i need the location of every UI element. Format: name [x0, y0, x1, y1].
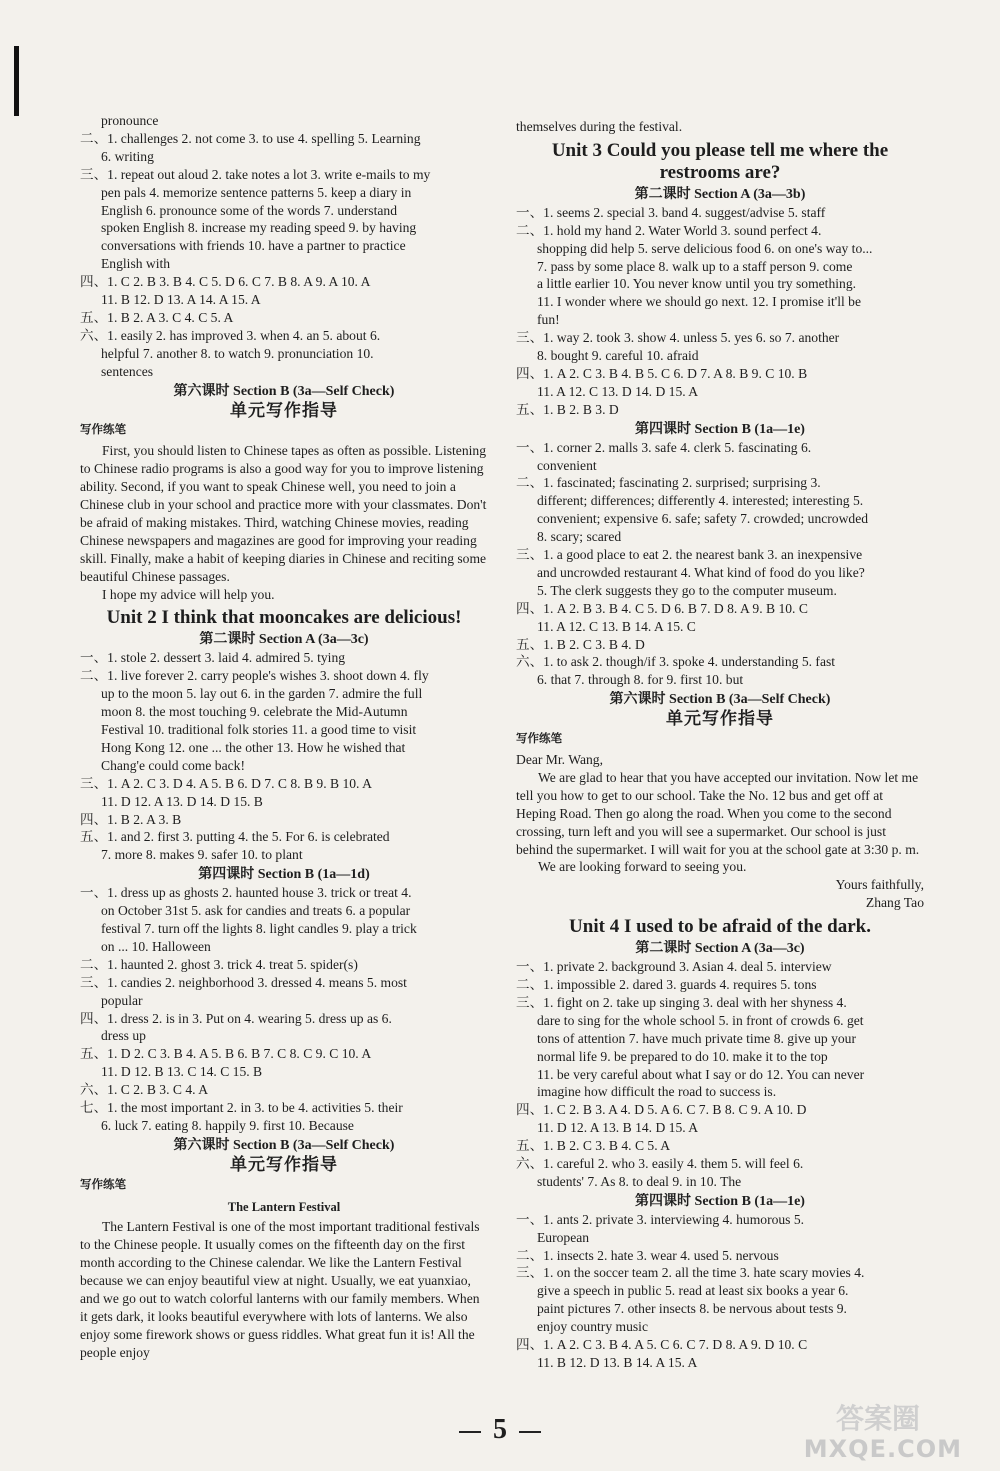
- margin-rule: [14, 46, 19, 116]
- answer-line: 三、1. repeat out aloud 2. take notes a lot 3. write e-mails to my: [80, 166, 431, 182]
- lesson-heading: 第六课时 Section B (3a—Self Check): [609, 692, 831, 708]
- answer-line: 五、1. and 2. first 3. putting 4. the 5. For 6. is celebrated: [80, 829, 390, 845]
- answer-line-cont: up to the moon 5. lay out 6. in the garden 7. admire the full: [101, 686, 423, 702]
- answer-line-cont: conversations with friends 10. have a partner to practice: [101, 238, 406, 254]
- answer-line-cont: 11. D 12. A 13. D 14. D 15. B: [101, 793, 263, 809]
- answer-line-cont: 11. A 12. C 13. B 14. A 15. C: [537, 618, 696, 634]
- essay-paragraph: We are glad to hear that you have accepted our invitation. Now let me tell you how to get to our school. Take the No. 12 bus and get off at Heping Road. Then go along the road. When you come to the second crossing, turn left and you will see a supermarket. Our school is just behind the supermarket. I will wait for you at the school gate at 3:30 p. m.: [516, 769, 920, 857]
- answer-line: 四、1. C 2. B 3. A 4. D 5. A 6. C 7. B 8. C 9. A 10. D: [516, 1102, 807, 1118]
- answer-line: 四、1. C 2. B 3. B 4. C 5. D 6. C 7. B 8. A 9. A 10. A: [80, 274, 371, 290]
- letter-signoff: Yours faithfully,: [835, 877, 924, 893]
- answer-line-cont: moon 8. the most touching 9. celebrate the Mid-Autumn: [101, 704, 408, 720]
- answer-line-cont: 6. luck 7. eating 8. happily 9. first 10. Because: [101, 1117, 354, 1133]
- answer-line-cont: English with: [101, 256, 171, 272]
- lesson-heading: 第四课时 Section B (1a—1e): [635, 1193, 805, 1209]
- answer-line: 一、1. seems 2. special 3. band 4. suggest/advise 5. staff: [516, 204, 826, 220]
- writing-guide-heading: 单元写作指导: [230, 1154, 338, 1174]
- answer-line: 三、1. A 2. C 3. D 4. A 5. B 6. D 7. C 8. B 9. B 10. A: [80, 775, 372, 791]
- essay-paragraph: I hope my advice will help you.: [102, 586, 275, 602]
- lesson-heading: 第二课时 Section A (3a—3b): [634, 186, 806, 202]
- answer-line: 一、1. stole 2. dessert 3. laid 4. admired 5. tying: [80, 650, 346, 666]
- answer-line: 六、1. careful 2. who 3. easily 4. them 5. will feel 6.: [516, 1156, 804, 1172]
- answer-line: 七、1. the most important 2. in 3. to be 4. activities 5. their: [80, 1100, 403, 1116]
- answer-line: 三、1. candies 2. neighborhood 3. dressed 4. means 5. most: [80, 974, 407, 990]
- answer-line: 五、1. D 2. C 3. B 4. A 5. B 6. B 7. C 8. C 9. C 10. A: [80, 1046, 372, 1062]
- lesson-heading: 第六课时 Section B (3a—Self Check): [173, 1137, 395, 1153]
- letter-signoff: Zhang Tao: [865, 895, 924, 911]
- answer-line-cont: enjoy country music: [537, 1319, 648, 1335]
- answer-line-cont: spoken English 8. increase my reading speed 9. by having: [101, 220, 417, 236]
- dash-right: [519, 1431, 541, 1433]
- page-number-value: 5: [493, 1414, 507, 1445]
- answer-line-cont: Chang'e could come back!: [101, 757, 245, 773]
- answer-line: 五、1. B 2. B 3. D: [516, 401, 619, 417]
- lesson-heading: 第二课时 Section A (3a—3c): [635, 941, 805, 957]
- answer-line: Dear Mr. Wang,: [516, 752, 603, 767]
- unit-title: Unit 3 Could you please tell me where the restrooms are?: [551, 139, 889, 183]
- answer-line-cont: 11. D 12. A 13. B 14. D 15. A: [537, 1120, 699, 1136]
- answer-line-cont: on October 31st 5. ask for candies and treats 6. a popular: [101, 903, 411, 919]
- answer-line: 二、1. insects 2. hate 3. wear 4. used 5. nervous: [516, 1247, 779, 1263]
- writing-guide-heading: 单元写作指导: [666, 709, 774, 729]
- answer-line: 六、1. C 2. B 3. C 4. A: [80, 1082, 209, 1098]
- answer-line: 五、1. B 2. A 3. C 4. C 5. A: [80, 309, 234, 325]
- answer-line: 二、1. hold my hand 2. Water World 3. sound perfect 4.: [516, 222, 822, 238]
- answer-line-cont: Hong Kong 12. one ... the other 13. How he wished that: [101, 739, 406, 755]
- writing-practice-label: 写作练笔: [516, 733, 562, 746]
- unit-title: Unit 4 I used to be afraid of the dark.: [569, 916, 871, 938]
- answer-line-cont: 11. I wonder where we should go next. 12. I promise it'll be: [537, 294, 861, 310]
- essay-paragraph: We are looking forward to seeing you.: [538, 859, 747, 875]
- writing-guide-heading: 单元写作指导: [230, 400, 338, 420]
- answer-line: 三、1. way 2. took 3. show 4. unless 5. yes 6. so 7. another: [516, 330, 840, 346]
- lesson-heading: 第四课时 Section B (1a—1e): [635, 421, 805, 437]
- answer-line-cont: 11. B 12. D 13. B 14. A 15. A: [537, 1355, 698, 1370]
- answer-line-cont: sentences: [101, 363, 154, 379]
- writing-practice-label: 写作练笔: [80, 1178, 126, 1191]
- answer-line: 一、1. corner 2. malls 3. safe 4. clerk 5. fascinating 6.: [516, 439, 812, 455]
- answer-line-cont: festival 7. turn off the lights 8. light candles 9. play a trick: [101, 920, 417, 936]
- answer-line: 二、1. haunted 2. ghost 3. trick 4. treat 5. spider(s): [80, 956, 358, 972]
- answer-line: 五、1. B 2. C 3. B 4. C 5. A: [516, 1138, 671, 1154]
- left-column: [80, 112, 488, 1362]
- watermark-domain: MXQE.COM: [803, 1435, 962, 1463]
- answer-line-cont: convenient; expensive 6. safe; safety 7. crowded; uncrowded: [537, 511, 869, 527]
- answer-line-cont: 11. A 12. C 13. D 14. D 15. A: [537, 383, 699, 399]
- answer-line: 五、1. B 2. C 3. B 4. D: [516, 636, 645, 652]
- answer-line: 六、1. easily 2. has improved 3. when 4. an 5. about 6.: [80, 327, 381, 343]
- answer-line-cont: 11. B 12. D 13. A 14. A 15. A: [101, 292, 261, 308]
- answer-line-cont: give a speech in public 5. read at least six books a year 6.: [537, 1283, 849, 1299]
- answer-line-cont: fun!: [537, 312, 560, 328]
- answer-line: 二、1. live forever 2. carry people's wishes 3. shoot down 4. fly: [80, 668, 429, 684]
- answer-line-cont: students' 7. As 8. to deal 9. in 10. The: [537, 1173, 742, 1189]
- unit-title: Unit 2 I think that mooncakes are delicious!: [106, 607, 462, 629]
- answer-line-cont: helpful 7. another 8. to watch 9. pronunciation 10.: [101, 345, 374, 361]
- answer-line-cont: tons of attention 7. have much private time 8. give up your: [537, 1030, 857, 1046]
- lesson-heading: 第二课时 Section A (3a—3c): [199, 632, 369, 648]
- answer-line-cont: imagine how difficult the road to success is.: [537, 1084, 777, 1100]
- answer-line: 三、1. on the soccer team 2. all the time 3. hate scary movies 4.: [516, 1265, 865, 1281]
- answer-line: 三、1. a good place to eat 2. the nearest bank 3. an inexpensive: [516, 547, 863, 563]
- answer-line-cont: pronounce: [101, 113, 159, 128]
- watermark-badge: 答案圈: [835, 1402, 920, 1435]
- answer-line-cont: convenient: [537, 457, 597, 473]
- answer-line-cont: Festival 10. traditional folk stories 11. a good time to visit: [101, 722, 417, 737]
- lesson-heading: 第六课时 Section B (3a—Self Check): [173, 383, 395, 399]
- answer-line: 一、1. dress up as ghosts 2. haunted house 3. trick or treat 4.: [80, 885, 412, 901]
- answer-line-cont: and uncrowded restaurant 4. What kind of food do you like?: [537, 564, 865, 580]
- right-column: [516, 118, 924, 1372]
- answer-line: 二、1. impossible 2. dared 3. guards 4. requires 5. tons: [516, 976, 817, 992]
- answer-line: themselves during the festival.: [516, 119, 683, 134]
- answer-line-cont: 5. The clerk suggests they go to the computer museum.: [537, 582, 837, 598]
- answer-line-cont: paint pictures 7. other insects 8. be nervous about tests 9.: [537, 1301, 847, 1317]
- answer-line: 一、1. ants 2. private 3. interviewing 4. humorous 5.: [516, 1211, 805, 1227]
- essay-paragraph: First, you should listen to Chinese tapes as often as possible. Listening to Chinese radio programs is also a good way for you to improve listening ability. Second, if you want to speak Chinese well, you need to join a Chinese club in your school and practice more with your classmates. Don't be afraid of making mistakes. Third, watching Chinese movies, reading Chinese newspapers and magazines are good for improving your reading skill. Finally, make a habit of keeping diaries in Chinese and reciting some beautiful Chinese passages.: [80, 443, 487, 584]
- answer-line-cont: English 6. pronounce some of the words 7. understand: [101, 202, 397, 218]
- answer-line-cont: 6. that 7. through 8. for 9. first 10. but: [537, 672, 744, 688]
- answer-line: 四、1. dress 2. is in 3. Put on 4. wearing 5. dress up as 6.: [80, 1010, 392, 1026]
- answer-line-cont: pen pals 4. memorize sentence patterns 5. keep a diary in: [101, 184, 412, 200]
- answer-line-cont: 6. writing: [101, 148, 154, 164]
- answer-line-cont: popular: [101, 992, 143, 1008]
- answer-line: 二、1. challenges 2. not come 3. to use 4. spelling 5. Learning: [80, 130, 421, 146]
- answer-line-cont: shopping did help 5. serve delicious food 6. on one's way to...: [537, 240, 873, 256]
- answer-line: 三、1. fight on 2. take up singing 3. deal with her shyness 4.: [516, 994, 847, 1010]
- answer-line: 四、1. B 2. A 3. B: [80, 811, 182, 827]
- answer-line: 四、1. A 2. C 3. B 4. B 5. C 6. D 7. A 8. B 9. C 10. B: [516, 365, 808, 381]
- answer-line: 六、1. to ask 2. though/if 3. spoke 4. understanding 5. fast: [516, 654, 836, 670]
- answer-line-cont: European: [537, 1229, 590, 1245]
- answer-line-cont: different; differences; differently 4. interested; interesting 5.: [537, 493, 864, 509]
- answer-line: 四、1. A 2. C 3. B 4. A 5. C 6. C 7. D 8. A 9. D 10. C: [516, 1337, 808, 1353]
- answer-line-cont: 7. more 8. makes 9. safer 10. to plant: [101, 847, 303, 863]
- answer-line: 一、1. private 2. background 3. Asian 4. deal 5. interview: [516, 959, 832, 975]
- essay-paragraph: The Lantern Festival is one of the most important traditional festivals to the Chinese people. It usually comes on the fifteenth day on the first month according to the Chinese calendar. We like the Lantern Festival because we can enjoy beautiful view at night. Usually, we eat yuanxiao, and we go out to watch colorful lanterns with our family members. When it gets dark, it looks beautiful everywhere with lots of lanterns. We also enjoy some firework shows or guess riddles. What great fun it is! All the people enjoy: [80, 1219, 480, 1360]
- answer-line: 二、1. fascinated; fascinating 2. surprised; surprising 3.: [516, 475, 821, 491]
- answer-line-cont: 8. scary; scared: [537, 529, 622, 545]
- essay-title: The Lantern Festival: [227, 1199, 341, 1214]
- writing-practice-label: 写作练笔: [80, 424, 126, 437]
- answer-line-cont: dress up: [101, 1028, 146, 1044]
- answer-line-cont: 7. pass by some place 8. walk up to a staff person 9. come: [537, 258, 853, 274]
- answer-line: 四、1. A 2. B 3. B 4. C 5. D 6. B 7. D 8. A 9. B 10. C: [516, 600, 808, 616]
- dash-left: [459, 1431, 481, 1433]
- answer-line-cont: on ... 10. Halloween: [101, 938, 211, 954]
- answer-line-cont: 8. bought 9. careful 10. afraid: [537, 348, 699, 364]
- answer-line-cont: normal life 9. be prepared to do 10. make it to the top: [537, 1048, 828, 1064]
- lesson-heading: 第四课时 Section B (1a—1d): [198, 867, 370, 883]
- answer-line-cont: a little earlier 10. You never know until you try something.: [537, 276, 857, 292]
- answer-line-cont: 11. be very careful about what I say or do 12. You can never: [537, 1066, 865, 1082]
- answer-line-cont: 11. D 12. B 13. C 14. C 15. B: [101, 1064, 263, 1080]
- answer-line-cont: dare to sing for the whole school 5. in front of crowds 6. get: [537, 1012, 864, 1028]
